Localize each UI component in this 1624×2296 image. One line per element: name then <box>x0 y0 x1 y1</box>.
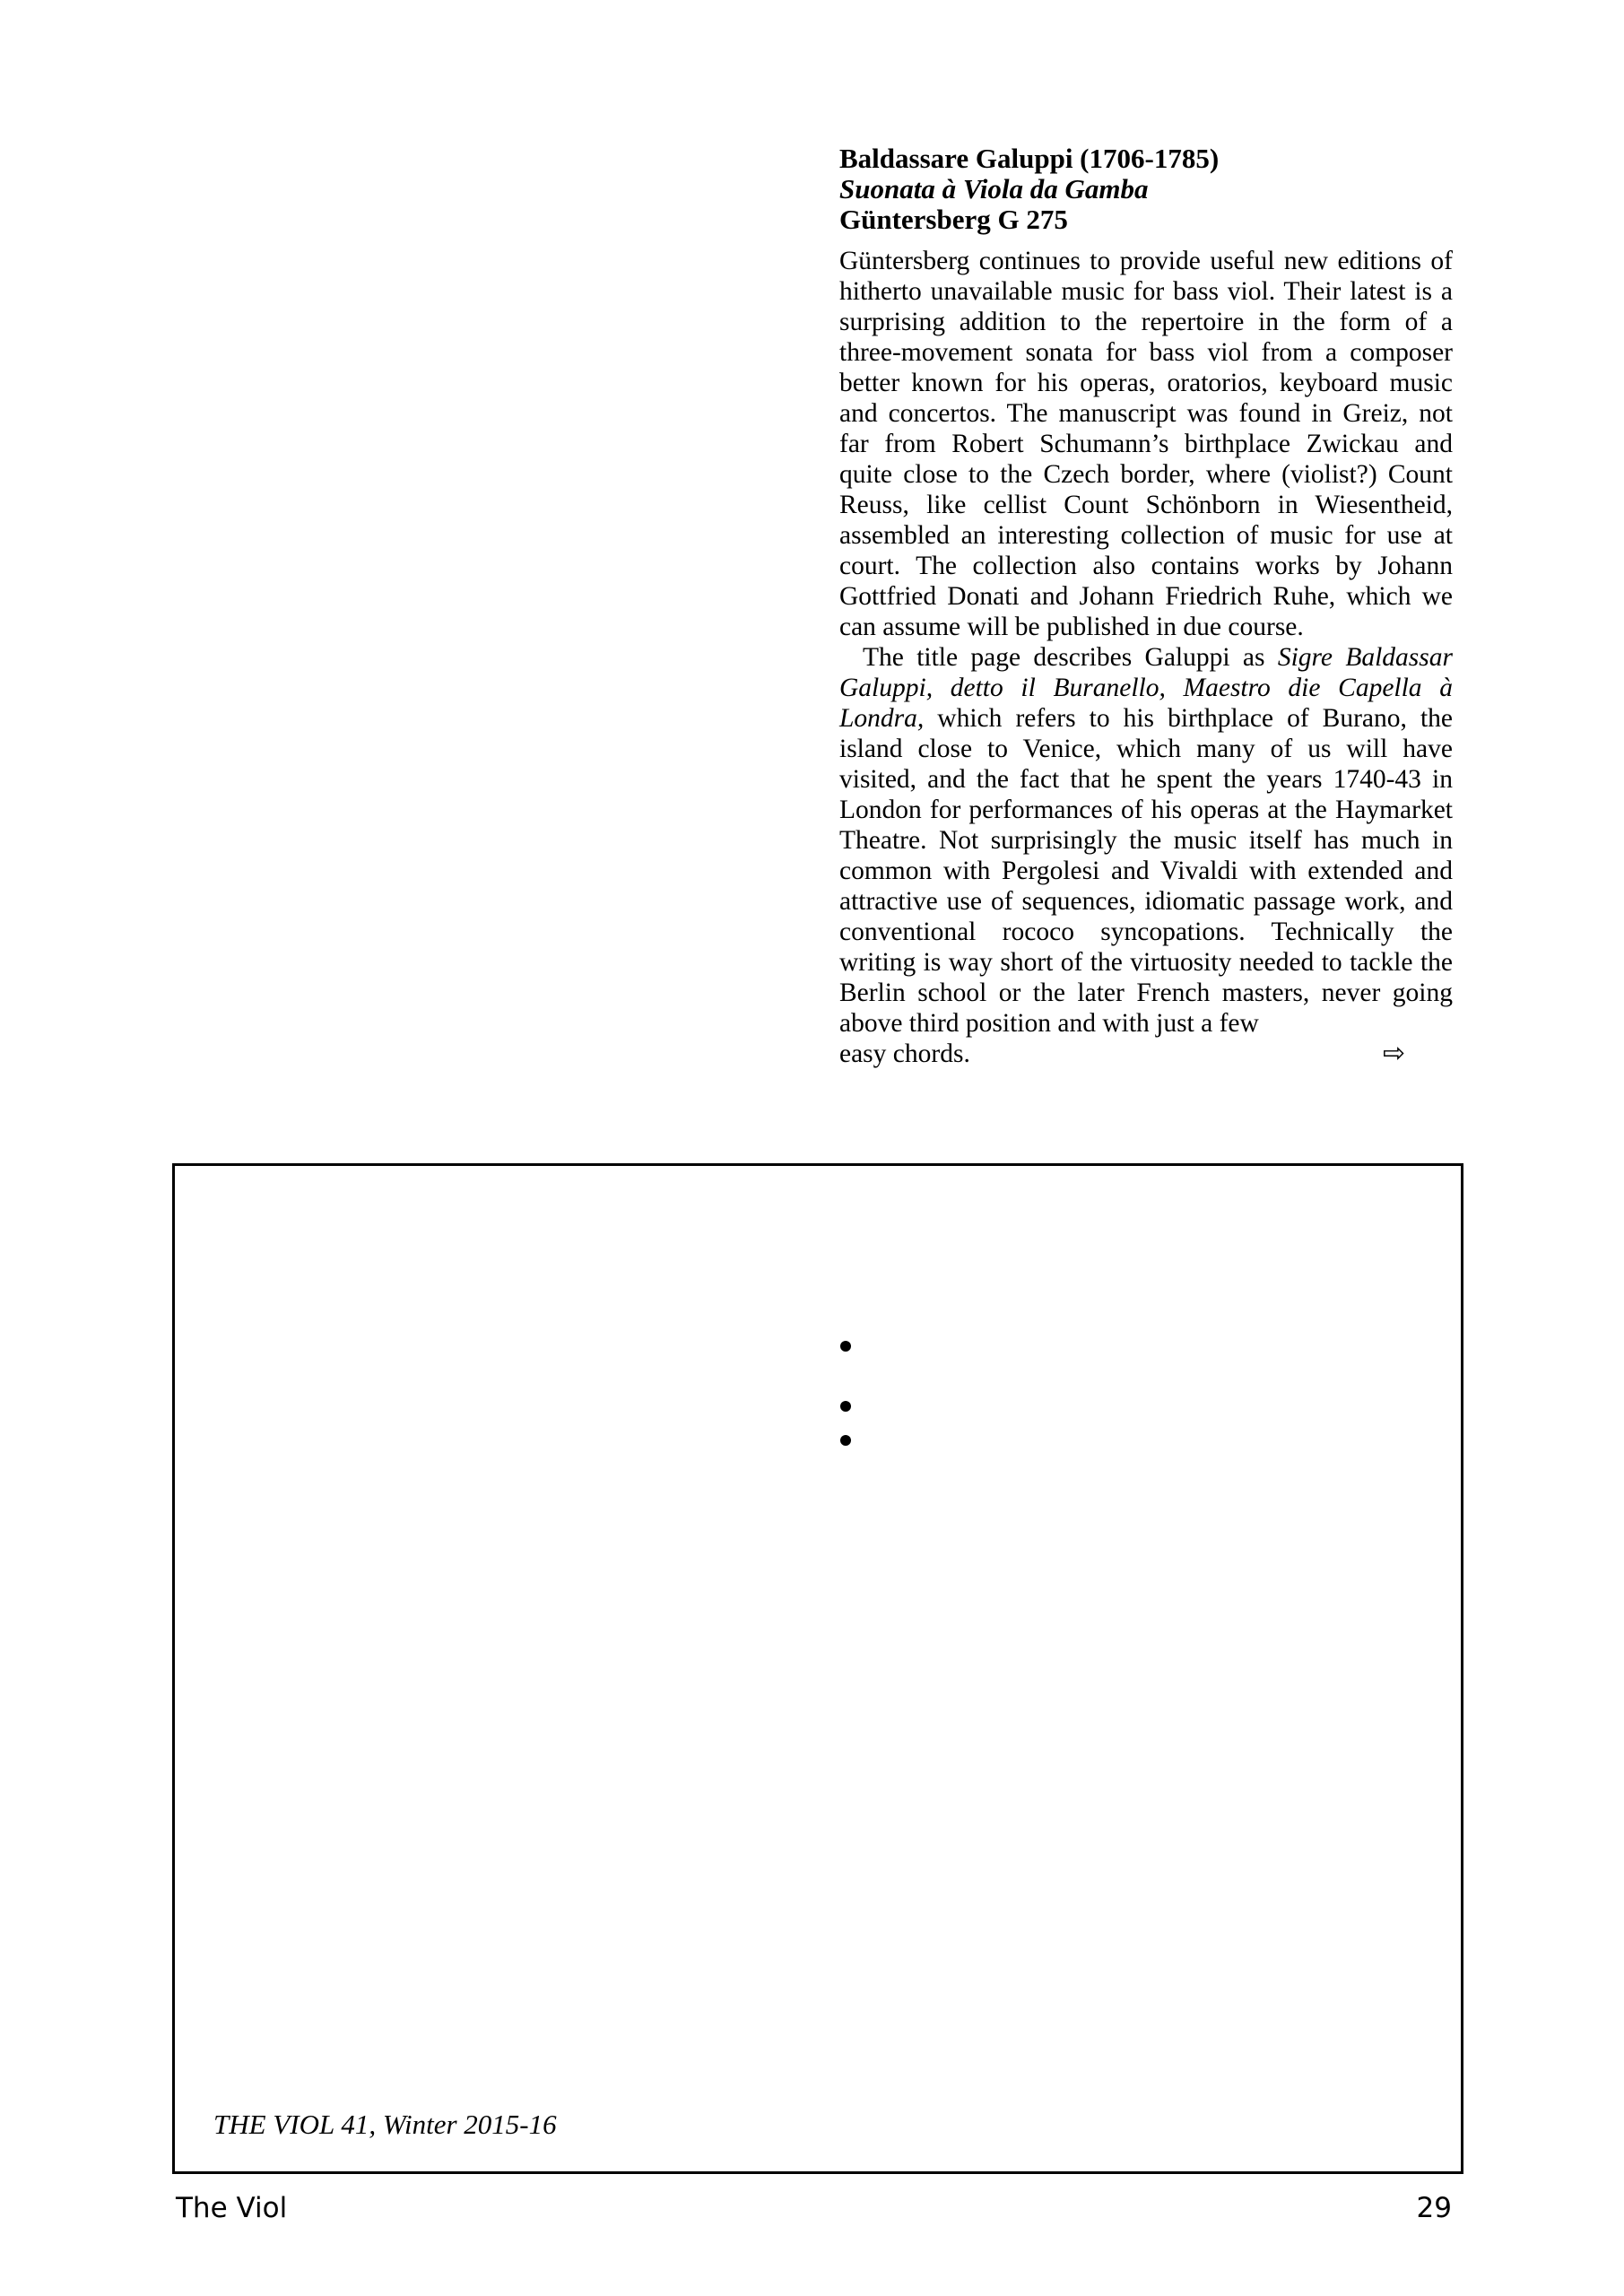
journal-caption: THE VIOL 41, Winter 2015-16 <box>213 2109 557 2140</box>
review-paragraph-1: Güntersberg continues to provide useful new editions of hitherto unavailable music for bass viol. Their latest is a surprising addition to the repertoire in the form of a three-movement sonata for bass viol from a composer better known for his operas, oratorios, keyboard music and concertos. The manuscript was found in Greiz, not far from Robert Schumann’s birthplace Zwickau and quite close to the Czech border, where (violist?) Count Reuss, like cellist Count Schönborn in Wiesentheid, assembled an interesting collection of music for use at court. The collection also contains works by Johann Gottfried Donati and Johann Friedrich Ruhe, which we can assume will be published in due course. <box>839 247 1453 641</box>
review-body <box>839 246 1453 1069</box>
review-heading <box>839 144 1453 235</box>
title-page-quote: Sigre Baldassar Galuppi, detto il Buranello, Maestro die Capella à Londra, <box>839 643 1453 733</box>
paragraph-2-rest: which refers to his birthplace of Burano, the island close to Venice, which many of us will have visited, and the fact that he spent the years 1740-43 in London for performances of his operas at the Haymarket Theatre. Not surprisingly the music itself has much in common with Pergolesi and Vivaldi with extended and attractive use of sequences, idiomatic passage work, and conventional rococo syncopations. Technically the writing is way short of the virtuosity needed to tackle the Berlin school or the later French masters, never going above third position and with just a few <box>839 704 1453 1038</box>
footer-page-number: 29 <box>1416 2192 1452 2224</box>
work-title: Suonata à Viola da Gamba <box>839 173 1149 204</box>
footer-magazine-title: The Viol <box>176 2192 288 2224</box>
bullet-icon <box>840 1401 851 1412</box>
bullet-icon <box>840 1341 851 1352</box>
bullet-icon <box>840 1435 851 1446</box>
advertisement-box <box>172 1163 1463 2174</box>
review-article <box>839 144 1453 1069</box>
paragraph-2-last-text: easy chords. <box>839 1039 970 1068</box>
paragraph-2-lead: The title page describes Galuppi as <box>863 643 1278 672</box>
publisher-edition: Güntersberg G 275 <box>839 204 1068 235</box>
review-paragraph-2 <box>839 642 1453 1039</box>
composer-name: Baldassare Galuppi (1706-1785) <box>839 143 1220 174</box>
paragraph-2-last-line <box>839 1039 1453 1069</box>
right-arrow-outline-icon: ⇨ <box>1383 1038 1406 1069</box>
